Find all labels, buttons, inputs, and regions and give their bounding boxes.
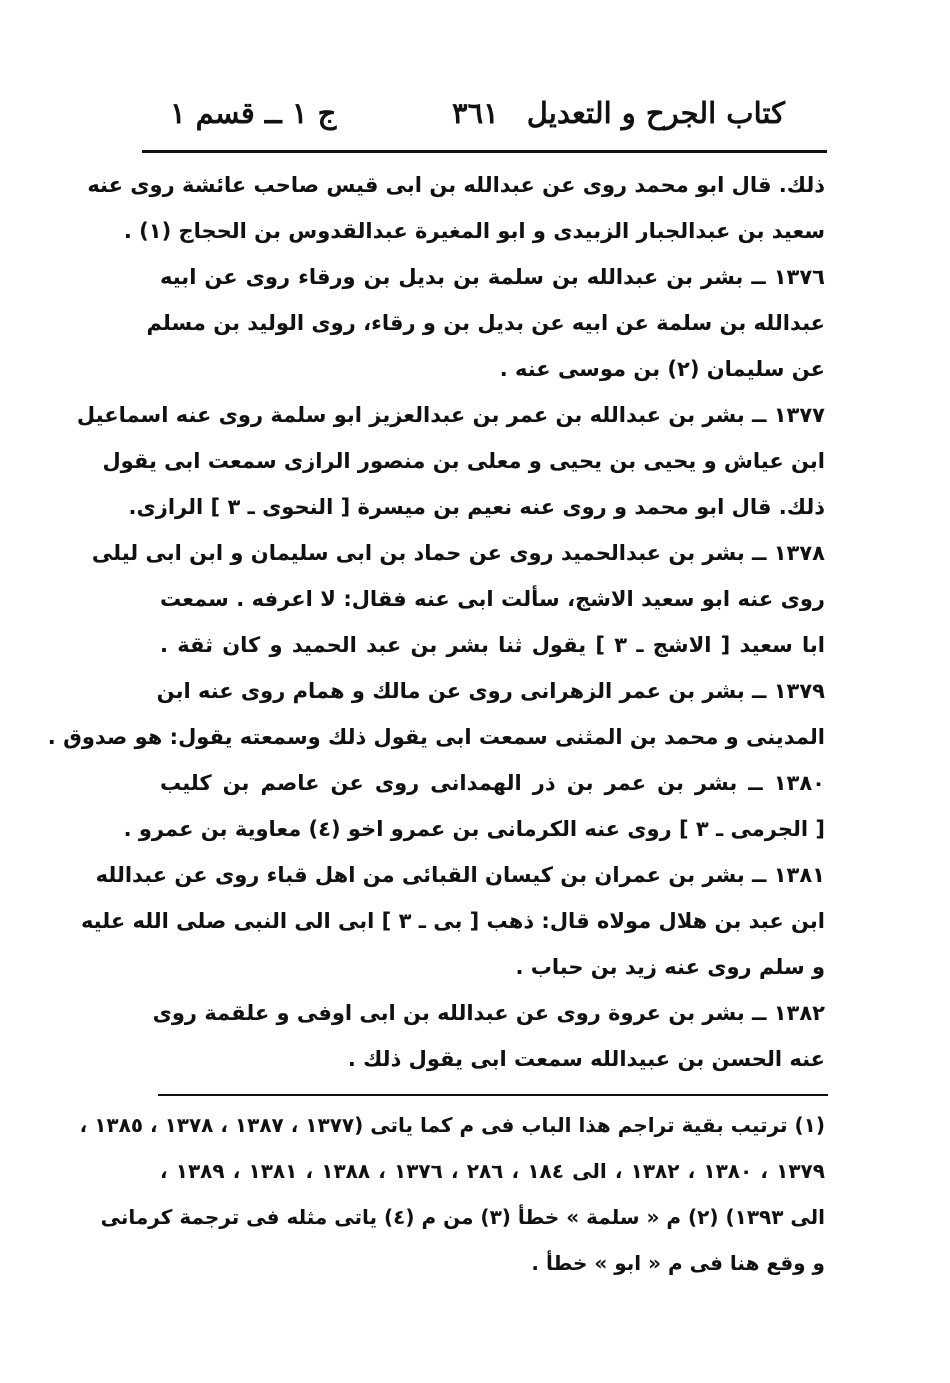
text-line: سعيد بن عبدالجبار الزبيدى و ابو المغيرة عبدالقدوس بن الحجاج (١) . xyxy=(123,219,825,243)
text-line: ابن عبد بن هلال مولاه قال: ذهب [ بى ـ ٣ ] ابى الى النبى صلى الله عليه xyxy=(80,909,825,933)
book-title: كتاب الجرح و التعديل xyxy=(526,96,785,130)
text-line: عبدالله بن سلمة عن ابيه عن بديل بن و رقاء، روى الوليد بن مسلم xyxy=(146,311,825,335)
text-line: [ الجرمى ـ ٣ ] روى عنه الكرمانى بن عمرو اخو (٤) معاوية بن عمرو . xyxy=(123,817,825,841)
footnote-line: (١) ترتيب بقية تراجم هذا الباب فى م كما ياتى (١٣٧٧ ، ١٣٨٧ ، ١٣٧٨ ، ١٣٨٥ ، xyxy=(79,1113,825,1137)
main-text xyxy=(47,162,825,1082)
text-line: و سلم روى عنه زيد بن حباب . xyxy=(515,955,825,979)
entry-1381: ١٣٨١ ــ بشر بن عمران بن كيسان القبائى من اهل قباء روى عن عبدالله xyxy=(95,863,825,887)
text-line: عنه الحسن بن عبيدالله سمعت ابى يقول ذلك . xyxy=(347,1047,825,1071)
text-line: روى عنه ابو سعيد الاشج، سألت ابى عنه فقال: لا اعرفه . سمعت xyxy=(160,587,825,611)
text-line: المدينى و محمد بن المثنى سمعت ابى يقول ذلك وسمعته يقول: هو صدوق . xyxy=(47,725,825,749)
page-number: ٣٦١ xyxy=(452,96,499,130)
entry-1378: ١٣٧٨ ــ بشر بن عبدالحميد روى عن حماد بن ابى سليمان و ابن ابى ليلى xyxy=(91,541,825,565)
header-rule xyxy=(142,150,827,153)
text-line: ابن عياش و يحيى بن يحيى و معلى بن منصور الرازى سمعت ابى يقول xyxy=(102,449,825,473)
running-header xyxy=(160,96,785,146)
volume-part: ج ١ ــ قسم ١ xyxy=(170,96,337,130)
footnote-line: و وقع هنا فى م « ابو » خطأ . xyxy=(531,1251,825,1275)
entry-1379: ١٣٧٩ ــ بشر بن عمر الزهرانى روى عن مالك و همام روى عنه ابن xyxy=(156,679,825,703)
footnotes xyxy=(79,1102,825,1286)
entry-1376: ١٣٧٦ ــ بشر بن عبدالله بن سلمة بن بديل بن ورقاء روى عن ابيه xyxy=(160,265,825,289)
entry-1377: ١٣٧٧ ــ بشر بن عبدالله بن عمر بن عبدالعزيز ابو سلمة روى عنه اسماعيل xyxy=(76,403,825,427)
text-line: عن سليمان (٢) بن موسى عنه . xyxy=(499,357,825,381)
footnote-line: الى ١٣٩٣) (٢) م « سلمة » خطأ (٣) من م (٤) ياتى مثله فى ترجمة كرمانى xyxy=(100,1205,825,1229)
entry-1380: ١٣٨٠ ــ بشر بن عمر بن ذر الهمدانى روى عن عاصم بن كليب xyxy=(160,771,825,795)
text-line: ذلك. قال ابو محمد و روى عنه نعيم بن ميسرة [ النحوى ـ ٣ ] الرازى. xyxy=(128,495,825,519)
entry-1382: ١٣٨٢ ــ بشر بن عروة روى عن عبدالله بن ابى اوفى و علقمة روى xyxy=(152,1001,825,1025)
footnote-line: ١٣٧٩ ، ١٣٨٠ ، ١٣٨٢ ، الى ١٨٤ ، ٢٨٦ ، ١٣٧٦ ، ١٣٨٨ ، ١٣٨١ ، ١٣٨٩ ، xyxy=(160,1159,825,1183)
text-line: ذلك. قال ابو محمد روى عن عبدالله بن ابى قيس صاحب عائشة روى عنه xyxy=(87,173,825,197)
text-line: ابا سعيد [ الاشج ـ ٣ ] يقول ثنا بشر بن عبد الحميد و كان ثقة . xyxy=(160,633,825,657)
footnote-rule xyxy=(158,1094,828,1096)
